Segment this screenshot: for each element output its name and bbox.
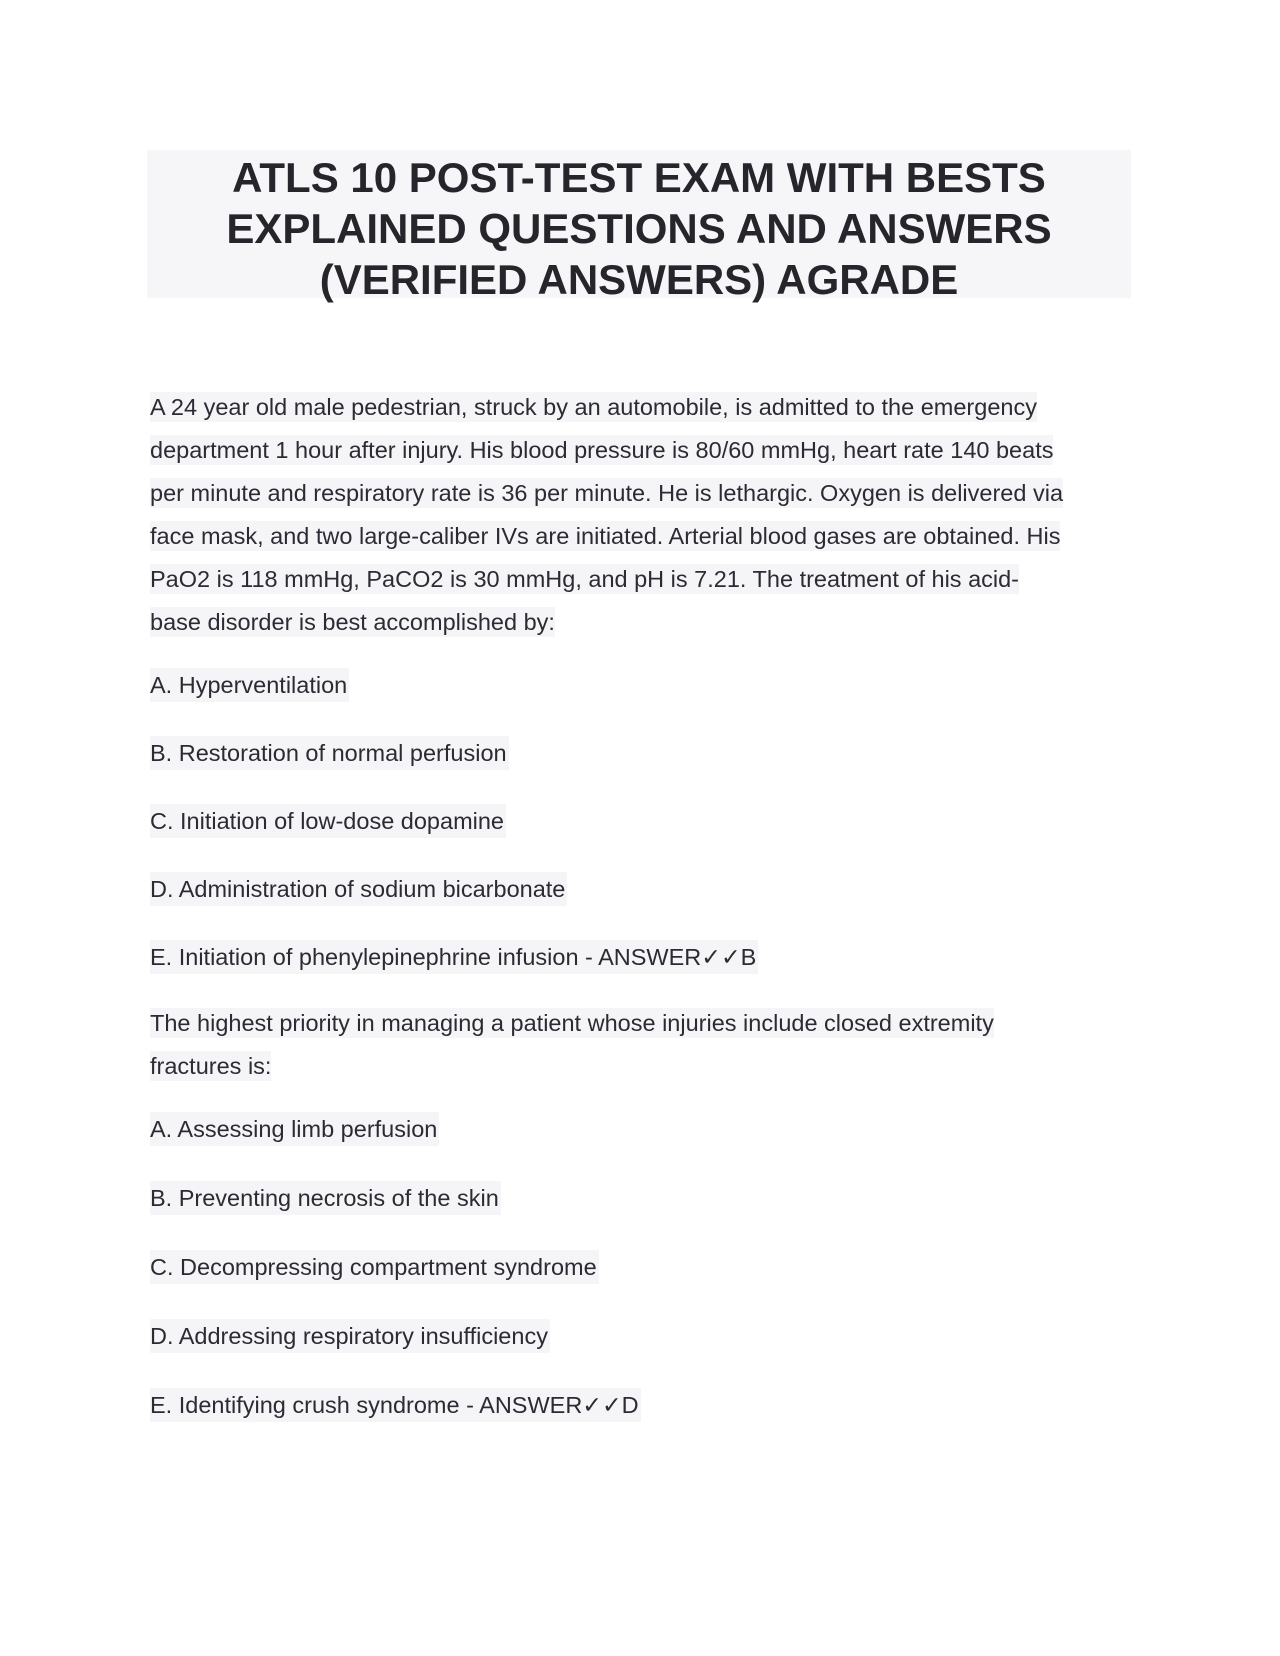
stem-line: fractures is: — [150, 1053, 272, 1079]
document-body — [150, 386, 1140, 1459]
option-d — [150, 1321, 1140, 1351]
stem-line: base disorder is best accomplished by: — [150, 609, 555, 635]
option-text: C. Decompressing compartment syndrome — [150, 1250, 599, 1284]
stem-line: PaO2 is 118 mmHg, PaCO2 is 30 mmHg, and pH is 7.21. The treatment of his acid- — [150, 566, 1020, 592]
option-text: B. Restoration of normal perfusion — [150, 736, 509, 770]
question-1-stem — [150, 386, 1140, 644]
option-a — [150, 1114, 1140, 1144]
option-b — [150, 738, 1140, 768]
option-text: C. Initiation of low-dose dopamine — [150, 804, 506, 838]
option-text: D. Administration of sodium bicarbonate — [150, 872, 567, 906]
option-c — [150, 806, 1140, 836]
option-e-answer — [150, 942, 1140, 972]
question-2 — [150, 1002, 1140, 1420]
page-title — [147, 150, 1131, 303]
title-line: EXPLAINED QUESTIONS AND ANSWERS — [226, 205, 1052, 252]
stem-line: face mask, and two large-caliber IVs are initiated. Arterial blood gases are obtained. His — [150, 523, 1061, 549]
option-b — [150, 1183, 1140, 1213]
option-a — [150, 670, 1140, 700]
question-2-stem — [150, 1002, 1140, 1088]
option-e-answer — [150, 1390, 1140, 1420]
option-text: E. Identifying crush syndrome - ANSWER✓✓D — [150, 1388, 641, 1422]
option-d — [150, 874, 1140, 904]
stem-line: per minute and respiratory rate is 36 per minute. He is lethargic. Oxygen is delivered via — [150, 480, 1064, 506]
option-text: E. Initiation of phenylepinephrine infusion - ANSWER✓✓B — [150, 940, 758, 974]
title-line: (VERIFIED ANSWERS) AGRADE — [319, 256, 959, 303]
option-text: A. Assessing limb perfusion — [150, 1112, 439, 1146]
question-1 — [150, 386, 1140, 972]
option-c — [150, 1252, 1140, 1282]
stem-line: A 24 year old male pedestrian, struck by an automobile, is admitted to the emergency — [150, 394, 1037, 420]
option-text: D. Addressing respiratory insufficiency — [150, 1319, 550, 1353]
title-line: ATLS 10 POST-TEST EXAM WITH BESTS — [232, 154, 1046, 201]
stem-line: department 1 hour after injury. His blood pressure is 80/60 mmHg, heart rate 140 beats — [150, 437, 1054, 463]
stem-line: The highest priority in managing a patient whose injuries include closed extremity — [150, 1010, 994, 1036]
option-text: A. Hyperventilation — [150, 668, 349, 702]
option-text: B. Preventing necrosis of the skin — [150, 1181, 501, 1215]
